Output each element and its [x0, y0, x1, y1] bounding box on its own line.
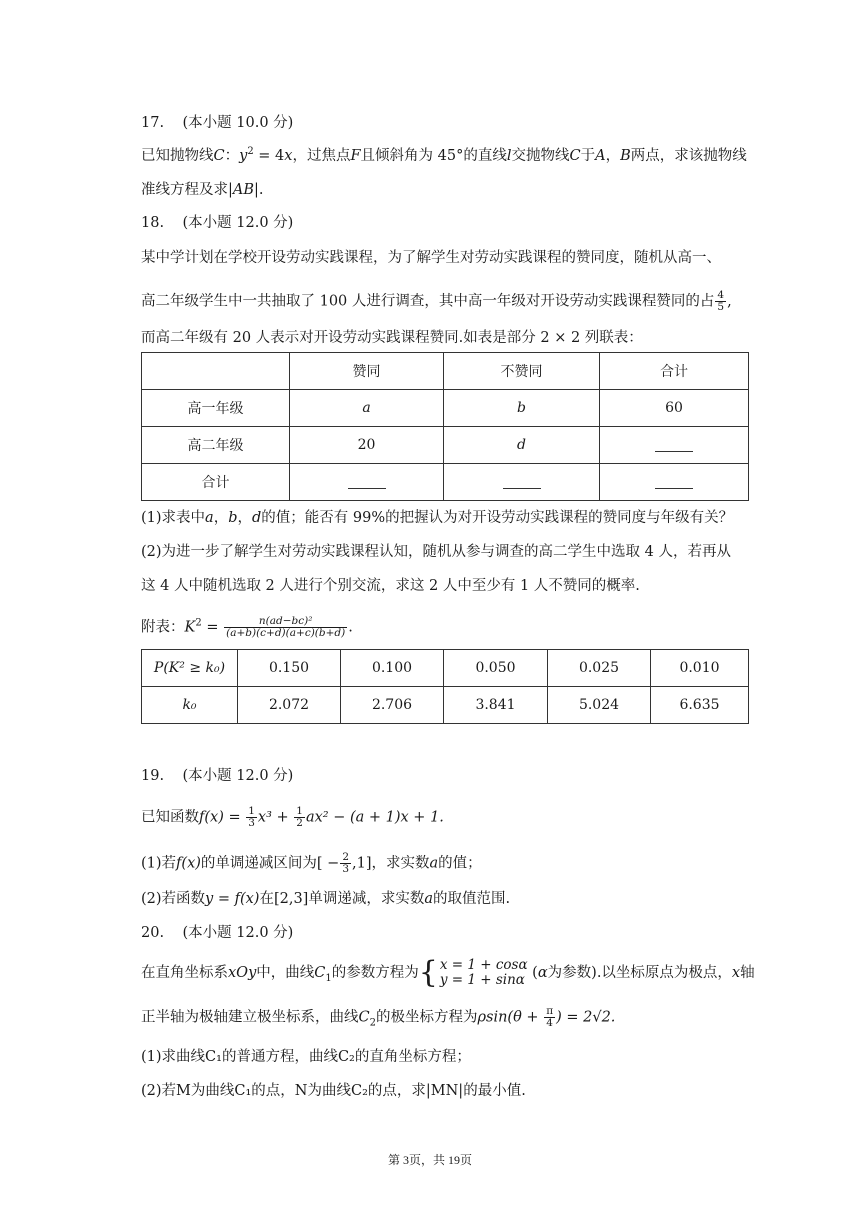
q18-appendix: 附表：$K^2$ = $\frac{\text{n(ad−bc)²}}{(a+b)(c+d)(a+c)(b+d)}$ .	[141, 615, 353, 639]
page-footer: 第 3页，共 19页	[387, 1153, 472, 1167]
q18-header: 18. (本小题 12.0 分)	[141, 215, 294, 231]
blank-cell	[600, 464, 749, 501]
q18-line2: 高二年级学生中一共抽取了 100 人进行调查，其中高一年级对开设劳动实践课程赞同的占 $\frac{4}{5}$ ,	[141, 289, 732, 313]
q19-part2: (2)若函数y = f(x)在[2,3]单调递减，求实数a的取值范围.	[141, 891, 511, 907]
q19-part1: (1)若f(x)的单调递减区间为[ − $\frac{2}{3}$ ,1]，求实数a的值；	[141, 851, 482, 875]
q19-line1: 已知函数f(x) = $\frac{1}{3}$ x³ + $\frac{1}{2}$ ax² − (a + 1)x + 1.	[141, 805, 444, 829]
q17-line1: 已知抛物线C：$y^2 = 4x$，过焦点F且倾斜角为 45°的直线l交抛物线C于A，B两点，求该抛物线	[141, 146, 747, 164]
table-row: k₀ 2.072 2.706 3.841 5.024 6.635	[142, 687, 749, 724]
q20-header: 20. (本小题 12.0 分)	[141, 925, 294, 941]
table-row: 赞同 不赞同 合计	[142, 353, 749, 390]
chi-square-formula: $\frac{\text{n(ad−bc)²}}{(a+b)(c+d)(a+c)(b+d)}$	[226, 615, 346, 639]
q20-line1: 在直角坐标系xOy中，曲线$C_1$的参数方程为{ x = 1 + cosα y = 1 + sinα (α为参数).以坐标原点为极点，x轴	[141, 955, 755, 990]
blank-cell	[290, 464, 444, 501]
fraction: $\frac{4}{5}$	[717, 289, 725, 313]
q18-line1: 某中学计划在学校开设劳动实践课程，为了解学生对劳动实践课程的赞同度，随机从高一、	[141, 250, 721, 266]
q19-header: 19. (本小题 12.0 分)	[141, 768, 294, 784]
q20-part2: (2)若M为曲线C₁的点，N为曲线C₂的点，求|MN|的最小值.	[141, 1083, 526, 1099]
q17-line2: 准线方程及求|AB|.	[141, 182, 264, 198]
table-row: 合计	[142, 464, 749, 501]
critical-value-table	[141, 649, 749, 724]
contingency-table	[141, 352, 749, 501]
blank-cell	[444, 464, 600, 501]
q18-part1: (1)求表中a，b，d的值；能否有 99%的把握认为对开设劳动实践课程的赞同度与年级有关？	[141, 510, 734, 526]
table-row: P(K² ≥ k₀) 0.150 0.100 0.050 0.025 0.010	[142, 650, 749, 687]
table-row: 高二年级 20 d	[142, 427, 749, 464]
q17-header: 17. (本小题 10.0 分)	[141, 115, 294, 131]
parametric-equations: x = 1 + cosα y = 1 + sinα	[439, 957, 528, 988]
blank-cell	[600, 427, 749, 464]
q20-line2: 正半轴为极轴建立极坐标系，曲线$C_2$的极坐标方程为ρsin(θ + $\frac{\pi}{4}$ ) = 2√2.	[141, 1005, 616, 1029]
q18-part2-line1: (2)为进一步了解学生对劳动实践课程认知，随机从参与调查的高二学生中选取 4 人，若再从	[141, 544, 731, 560]
table-row: 高一年级 a b 60	[142, 390, 749, 427]
q18-part2-line2: 这 4 人中随机选取 2 人进行个别交流，求这 2 人中至少有 1 人不赞同的概率.	[141, 578, 640, 594]
q18-line3: 而高二年级有 20 人表示对开设劳动实践课程赞同.如表是部分 2 × 2 列联表：	[141, 330, 643, 346]
q20-part1: (1)求曲线C₁的普通方程，曲线C₂的直角坐标方程；	[141, 1049, 471, 1065]
